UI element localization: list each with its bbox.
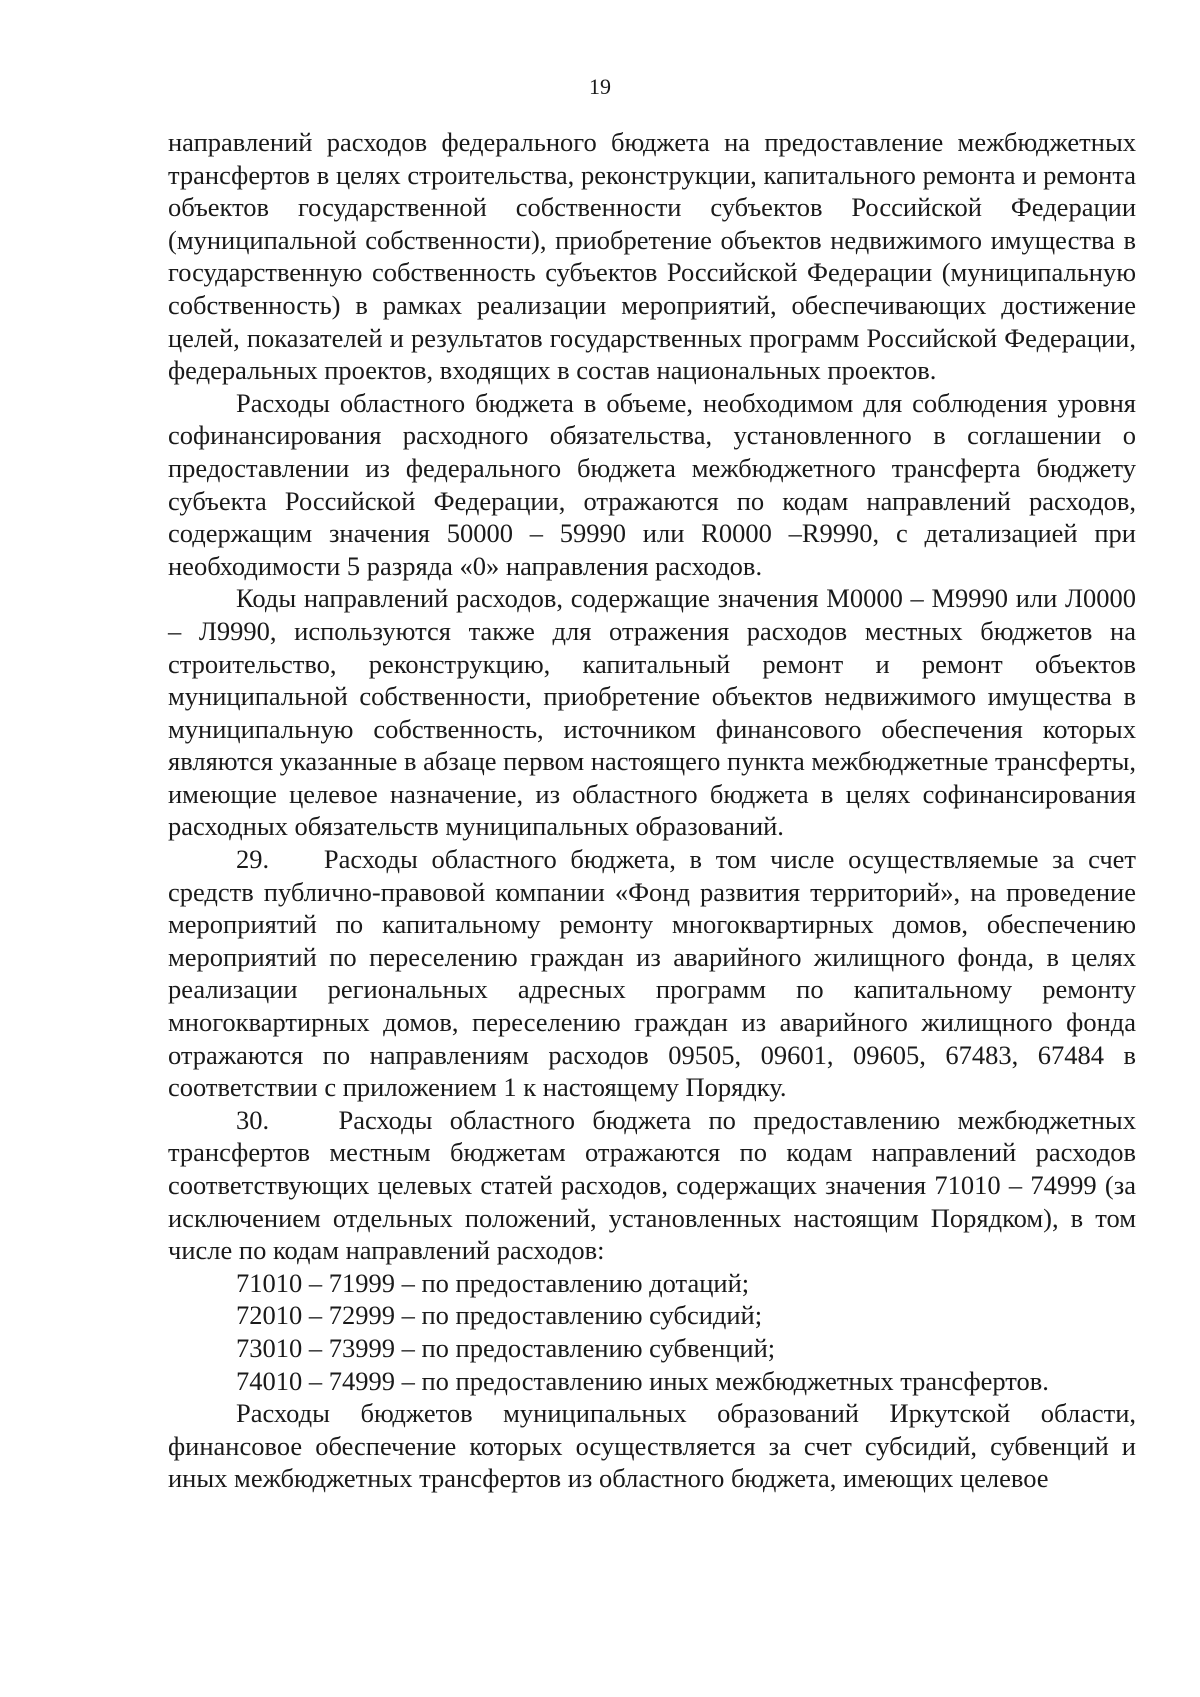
paragraph-municipal-expenses: Расходы бюджетов муниципальных образований Иркутской области, финансовое обеспечение которых осуществляется за счет субсидий, субвенций и иных межбюджетных трансфертов из областного бюджета, имеющих целевое	[168, 1398, 1136, 1494]
paragraph-item-30: 30. Расходы областного бюджета по предоставлению межбюджетных трансфертов местным бюджетам отражаются по кодам направлений расходов соответствующих целевых статей расходов, содержащих значения 71010 – 74999 (за исключением отдельных положений, установленных настоящим Порядком), в том числе по кодам направлений расходов:	[168, 1104, 1136, 1266]
paragraph-codes-m-l: Коды направлений расходов, содержащие значения M0000 – M9990 или Л0000 – Л9990, используются также для отражения расходов местных бюджетов на строительство, реконструкцию, капитальный ремонт и ремонт объектов муниципальной собственности, приобретение объектов недвижимого имущества в муниципальную собственность, источником финансового обеспечения которых являются указанные в абзаце первом настоящего пункта межбюджетные трансферты, имеющие целевое назначение, из областного бюджета в целях софинансирования расходных обязательств муниципальных образований.	[168, 583, 1136, 842]
paragraph-item-29: 29. Расходы областного бюджета, в том числе осуществляемые за счет средств публично-правовой компании «Фонд развития территорий», на проведение мероприятий по капитальному ремонту многоквартирных домов, обеспечению мероприятий по переселению граждан из аварийного жилищного фонда, в целях реализации региональных адресных программ по капитальному ремонту многоквартирных домов, переселению граждан из аварийного жилищного фонда отражаются по направлениям расходов 09505, 09601, 09605, 67483, 67484 в соответствии с приложением 1 к настоящему Порядку.	[168, 844, 1136, 1103]
paragraph-continuation: направлений расходов федерального бюджета на предоставление межбюджетных трансфертов в целях строительства, реконструкции, капитального ремонта и ремонта объектов государственной собственности субъектов Российской Федерации (муниципальной собственности), приобретение объектов недвижимого имущества в государственную собственность субъектов Российской Федерации (муниципальную собственность) в рамках реализации мероприятий, обеспечивающих достижение целей, показателей и результатов государственных программ Российской Федерации, федеральных проектов, входящих в состав национальных проектов.	[168, 127, 1136, 386]
paragraph-cofinancing: Расходы областного бюджета в объеме, необходимом для соблюдения уровня софинансирования расходного обязательства, установленного в соглашении о предоставлении из федерального бюджета межбюджетного трансферта бюджету субъекта Российской Федерации, отражаются по кодам направлений расходов, содержащим значения 50000 – 59990 или R0000 –R9990, с детализацией при необходимости 5 разряда «0» направления расходов.	[168, 387, 1136, 581]
list-item-subventions: 73010 – 73999 – по предоставлению субвенций;	[236, 1332, 776, 1363]
document-body	[168, 126, 1136, 1495]
list-item-subsidies: 72010 – 72999 – по предоставлению субсидий;	[236, 1300, 763, 1331]
page-number: 19	[589, 74, 611, 99]
list-item-other-transfers: 74010 – 74999 – по предоставлению иных межбюджетных трансфертов.	[236, 1365, 1049, 1396]
list-item-dotations: 71010 – 71999 – по предоставлению дотаций;	[236, 1267, 750, 1298]
